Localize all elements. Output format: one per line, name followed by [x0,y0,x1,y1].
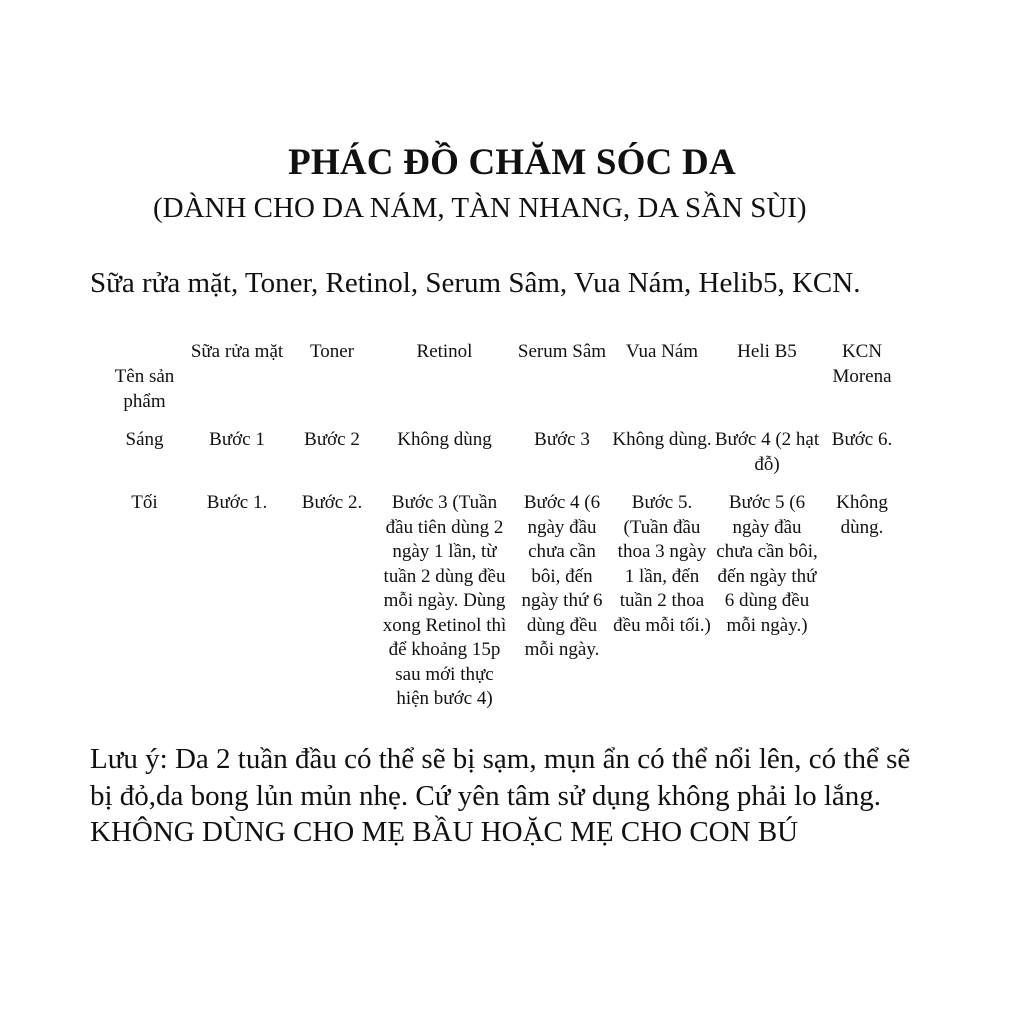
morning-toner: Bước 2 [304,429,360,450]
evening-retinol: Bước 3 (Tuần đầu tiên dùng 2 ngày 1 lần, từ tuần 2 dùng đều mỗi ngày. Dùng xong Retinol thì để khoảng 15p sau mới thực hiện bước 4) [382,492,507,709]
morning-cleanser: Bước 1 [209,429,265,450]
page-subtitle: (DÀNH CHO DA NÁM, TÀN NHANG, DA SẦN SÙI) [153,192,807,224]
header-cleanser: Sữa rửa mặt [190,341,284,362]
header-retinol: Retinol [416,341,473,362]
header-heli-b5: Heli B5 [737,341,797,362]
evening-toner: Bước 2. [301,492,363,513]
morning-vua-nam: Không dùng. [612,429,712,450]
table-header-row [102,340,902,428]
row-label-morning: Sáng [125,429,164,450]
header-toner: Toner [309,341,355,362]
evening-kcn: Không dùng. [836,492,888,538]
evening-vua-nam: Bước 5. (Tuần đầu thoa 3 ngày 1 lần, đến tuần 2 thoa đều mỗi tối.) [613,492,711,636]
evening-cleanser: Bước 1. [206,492,268,513]
row-label-evening: Tối [131,492,158,513]
header-serum-sam: Serum Sâm [517,341,607,362]
morning-kcn: Bước 6. [831,429,893,450]
morning-retinol: Không dùng [397,429,492,450]
warning-note: Lưu ý: Da 2 tuần đầu có thể sẽ bị sạm, mụn ẩn có thể nổi lên, có thể sẽ bị đỏ,da bong lủn mủn nhẹ. Cứ yên tâm sử dụng không phải lo lắng. KHÔNG DÙNG CHO MẸ BẦU HOẶC MẸ CHO CON BÚ [90,743,911,848]
morning-serum-sam: Bước 3 [534,429,590,450]
product-list: Sữa rửa mặt, Toner, Retinol, Serum Sâm, Vua Nám, Helib5, KCN. [90,267,861,299]
table-row-morning [102,428,902,491]
evening-heli-b5: Bước 5 (6 ngày đầu chưa cần bôi, đến ngày thứ 6 dùng đều mỗi ngày.) [716,492,818,636]
header-vua-nam: Vua Nám [625,341,699,362]
header-product-name: Tên sản phẩm [114,366,175,412]
regimen-table [102,340,902,712]
page-title: PHÁC ĐỒ CHĂM SÓC DA [288,142,736,183]
header-kcn-morena: KCN Morena [832,341,892,387]
morning-heli-b5: Bước 4 (2 hạt đỗ) [714,429,820,475]
table-row-evening [102,491,902,712]
evening-serum-sam: Bước 4 (6 ngày đầu chưa cần bôi, đến ngày thứ 6 dùng đều mỗi ngày. [521,492,603,660]
